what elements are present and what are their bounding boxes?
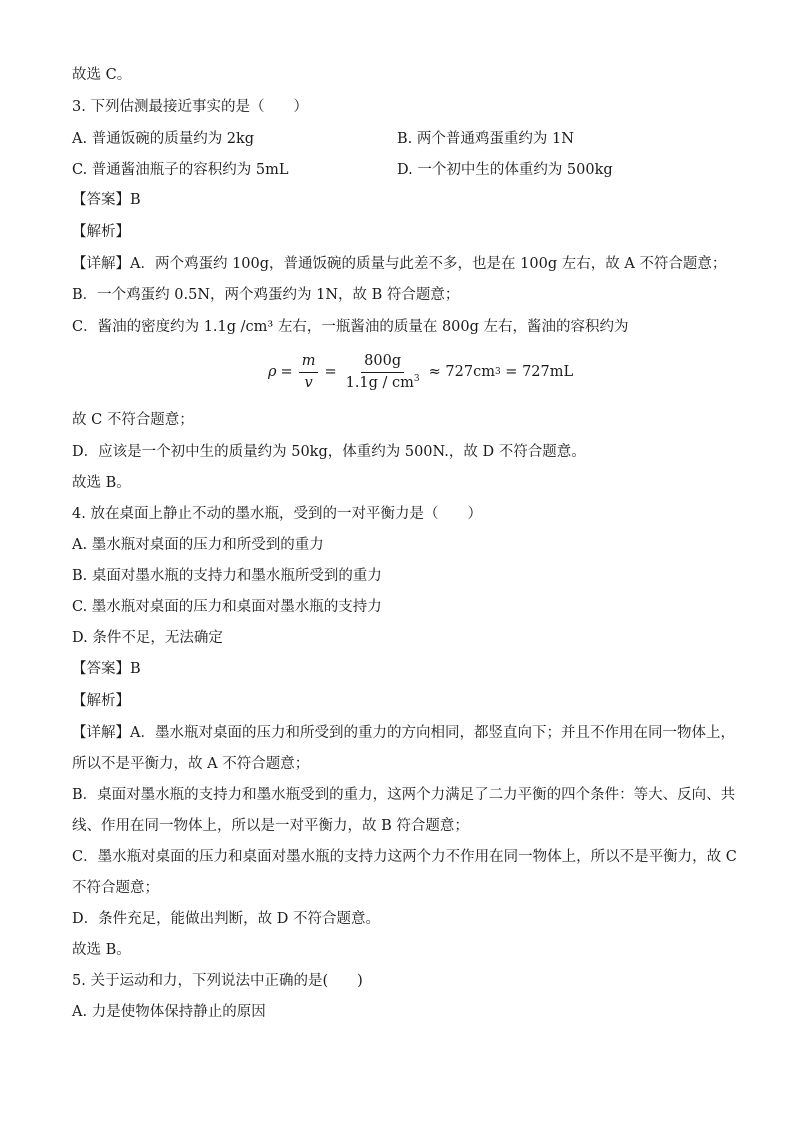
q3-detail-a: 【详解】A．两个鸡蛋约 100g，普通饭碗的质量与此差不多，也是在 100g 左右，故 A 不符合题意； xyxy=(72,256,727,272)
formula-m: m xyxy=(299,353,319,373)
q4-detail-line-3: B．桌面对墨水瓶的支持力和墨水瓶受到的重力，这两个力满足了二力平衡的四个条件：等大、反向、共 xyxy=(72,787,736,803)
formula-density xyxy=(343,373,423,392)
formula-result: = 727mL xyxy=(500,364,574,380)
q4-detail-line-5: C．墨水瓶对桌面的压力和桌面对墨水瓶的支持力这两个力不作用在同一物体上，所以不是平衡力，故 C xyxy=(72,849,737,865)
q4-stem: 4. 放在桌面上静止不动的墨水瓶，受到的一对平衡力是（ ） xyxy=(72,506,482,522)
q4-option-d: D. 条件不足，无法确定 xyxy=(72,630,223,646)
q5-option-a: A. 力是使物体保持静止的原因 xyxy=(72,1004,266,1020)
q3-stem: 3. 下列估测最接近事实的是（ ） xyxy=(72,99,308,115)
q2-conclusion: 故选 C。 xyxy=(72,67,132,83)
q3-conclusion: 故选 B。 xyxy=(72,475,131,491)
q4-detail-line-1: 【详解】A．墨水瓶对桌面的压力和所受到的重力的方向相同，都竖直向下；并且不作用在同一物体上， xyxy=(72,725,735,741)
formula-density-exponent: 3 xyxy=(413,373,420,384)
q5-stem: 5. 关于运动和力，下列说法中正确的是( ) xyxy=(72,973,363,989)
formula-fraction-values xyxy=(343,353,423,392)
formula-fraction-mv xyxy=(299,353,319,392)
q4-answer: 【答案】B xyxy=(72,661,141,677)
formula-v: v xyxy=(304,374,313,391)
q3-option-c: C. 普通酱油瓶子的容积约为 5mL xyxy=(72,162,289,178)
q3-detail-c: C．酱油的密度约为 1.1g /cm³ 左右，一瓶酱油的质量在 800g 左右，酱油的容积约为 xyxy=(72,319,629,335)
formula-rho: ρ xyxy=(268,364,277,380)
q3-detail-d: D．应该是一个初中生的质量约为 50kg，体重约为 500N.，故 D 不符合题意。 xyxy=(72,444,586,460)
formula-mass: 800g xyxy=(361,353,404,373)
q3-detail-b: B．一个鸡蛋约 0.5N，两个鸡蛋约为 1N，故 B 符合题意； xyxy=(72,287,460,303)
formula-approx: ≈ 727cm xyxy=(428,364,495,380)
formula-equals-1: = xyxy=(280,364,293,380)
density-formula: ρ = $\frac{m}{v}$ = $\frac{800g}{1.1g / cm^3}$ ≈ 727cm 3 = 727mL xyxy=(268,352,574,391)
q3-answer: 【答案】B xyxy=(72,192,141,208)
q3-detail-c-conclusion: 故 C 不符合题意； xyxy=(72,412,194,428)
q4-detail-line-4: 线、作用在同一物体上，所以是一对平衡力，故 B 符合题意； xyxy=(72,818,469,834)
q4-detail-line-6: 不符合题意； xyxy=(72,880,159,896)
formula-equals-2: = xyxy=(324,364,337,380)
q4-option-a: A. 墨水瓶对桌面的压力和所受到的重力 xyxy=(72,537,324,553)
q3-option-a: A. 普通饭碗的质量约为 2kg xyxy=(72,131,255,147)
q3-option-d: D. 一个初中生的体重约为 500kg xyxy=(397,162,613,178)
q4-analysis-label: 【解析】 xyxy=(72,693,130,709)
q4-option-b: B. 桌面对墨水瓶的支持力和墨水瓶所受到的重力 xyxy=(72,568,382,584)
q4-detail-line-7: D．条件充足，能做出判断，故 D 不符合题意。 xyxy=(72,911,380,927)
q4-detail-line-2: 所以不是平衡力，故 A 不符合题意； xyxy=(72,756,310,772)
q4-option-c: C. 墨水瓶对桌面的压力和桌面对墨水瓶的支持力 xyxy=(72,599,382,615)
formula-density-unit: 1.1g / cm xyxy=(345,374,414,391)
q4-conclusion: 故选 B。 xyxy=(72,942,131,958)
q3-analysis-label: 【解析】 xyxy=(72,224,130,240)
q3-option-b: B. 两个普通鸡蛋重约为 1N xyxy=(397,131,574,147)
